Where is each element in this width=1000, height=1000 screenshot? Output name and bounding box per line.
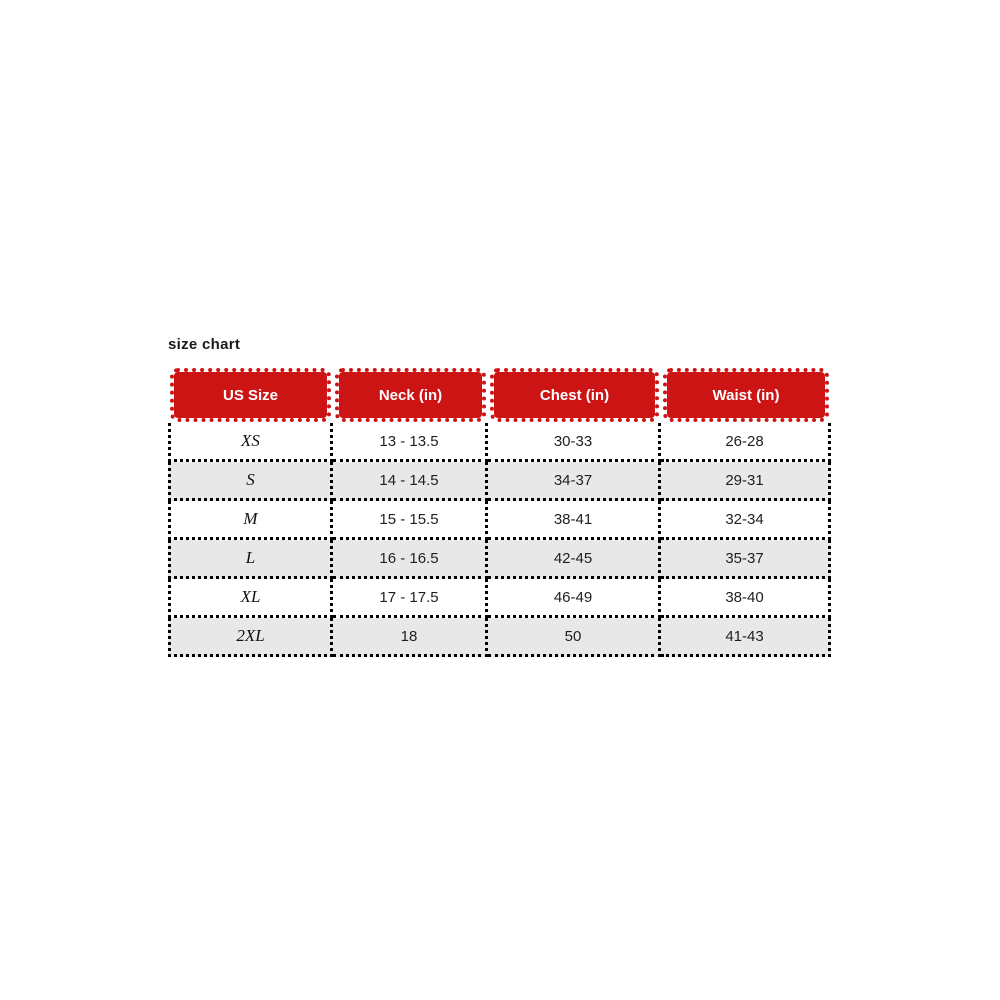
page-title: size chart <box>168 336 241 353</box>
waist-cell: 26-28 <box>661 423 831 462</box>
header-cell-waist: Waist (in) <box>663 368 829 422</box>
table-row-2xl <box>168 618 831 657</box>
table-header-row <box>168 368 831 423</box>
neck-cell: 15 - 15.5 <box>333 501 488 540</box>
size-cell: XS <box>168 423 333 462</box>
size-cell: M <box>168 501 333 540</box>
table-body <box>168 423 831 657</box>
neck-cell: 18 <box>333 618 488 657</box>
waist-cell: 41-43 <box>661 618 831 657</box>
table-row-xs <box>168 423 831 462</box>
waist-cell: 32-34 <box>661 501 831 540</box>
chest-cell: 30-33 <box>488 423 661 462</box>
waist-cell: 38-40 <box>661 579 831 618</box>
size-chart-table <box>168 368 831 657</box>
neck-cell: 13 - 13.5 <box>333 423 488 462</box>
header-cell-neck: Neck (in) <box>335 368 486 422</box>
table-row-l <box>168 540 831 579</box>
table-row-s <box>168 462 831 501</box>
chest-cell: 42-45 <box>488 540 661 579</box>
size-cell: L <box>168 540 333 579</box>
size-cell: 2XL <box>168 618 333 657</box>
waist-cell: 35-37 <box>661 540 831 579</box>
chest-cell: 38-41 <box>488 501 661 540</box>
size-cell: S <box>168 462 333 501</box>
size-cell: XL <box>168 579 333 618</box>
chest-cell: 34-37 <box>488 462 661 501</box>
header-cell-chest: Chest (in) <box>490 368 659 422</box>
header-cell-us-size: US Size <box>170 368 331 422</box>
neck-cell: 14 - 14.5 <box>333 462 488 501</box>
waist-cell: 29-31 <box>661 462 831 501</box>
neck-cell: 16 - 16.5 <box>333 540 488 579</box>
table-row-xl <box>168 579 831 618</box>
table-row-m <box>168 501 831 540</box>
chest-cell: 50 <box>488 618 661 657</box>
chest-cell: 46-49 <box>488 579 661 618</box>
neck-cell: 17 - 17.5 <box>333 579 488 618</box>
